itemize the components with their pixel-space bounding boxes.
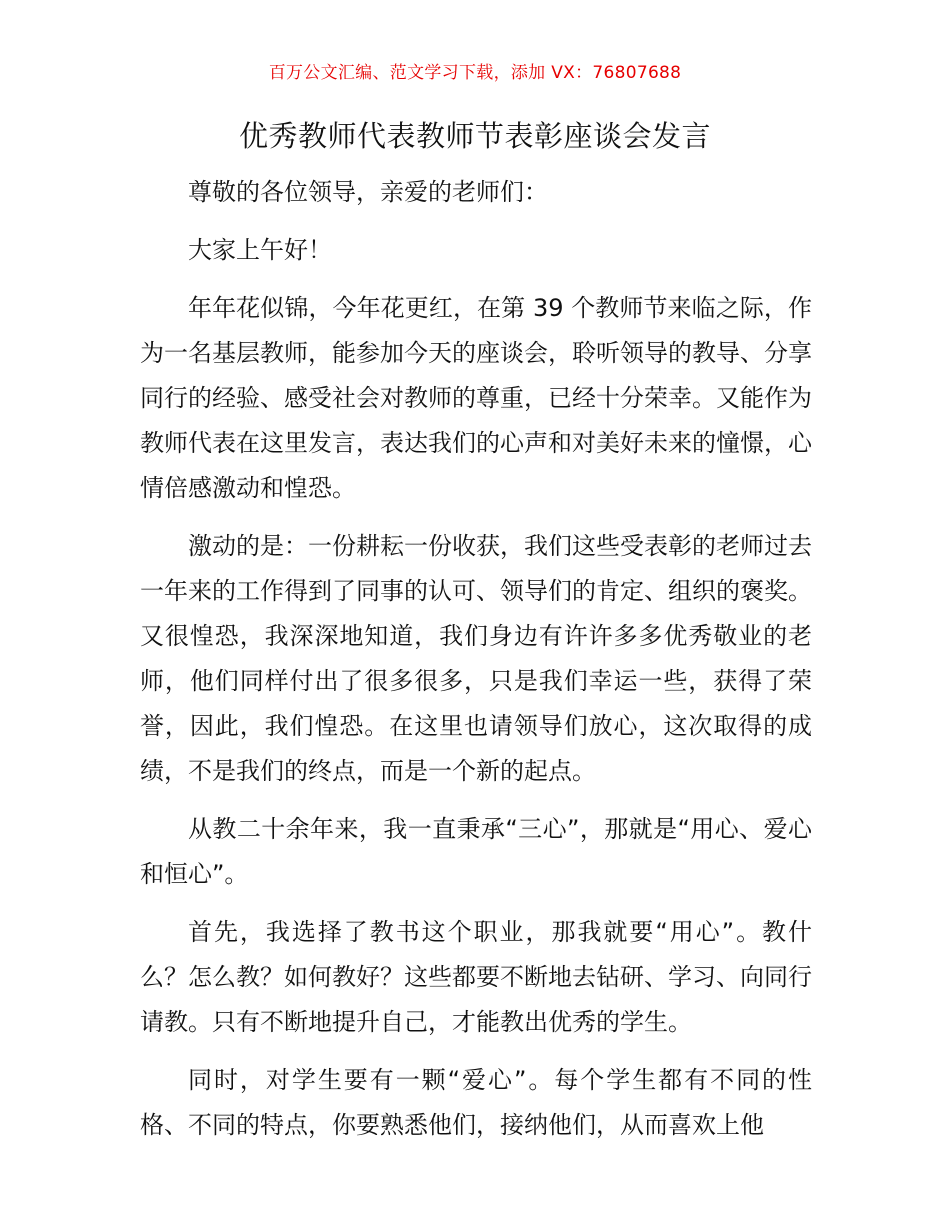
body-paragraph: 同时，对学生要有一颗“爱心”。每个学生都有不同的性格、不同的特点，你要熟悉他们，接纳他们，从而喜欢上他 <box>140 1066 812 1139</box>
header-watermark-note: 百万公文汇编、范文学习下载，添加 VX：76807688 <box>268 63 682 83</box>
body-paragraph: 从教二十余年来，我一直秉承“三心”，那就是“用心、爱心和恒心”。 <box>140 815 812 888</box>
document-title: 优秀教师代表教师节表彰座谈会发言 <box>238 119 711 153</box>
document-body <box>140 170 812 1161</box>
body-paragraph: 首先，我选择了教书这个职业，那我就要“用心”。教什么？怎么教？如何教好？这些都要不断地去钻研、学习、向同行请教。只有不断地提升自己，才能教出优秀的学生。 <box>140 918 812 1036</box>
body-paragraph: 激动的是：一份耕耘一份收获，我们这些受表彰的老师过去一年来的工作得到了同事的认可、领导们的肯定、组织的褒奖。又很惶恐，我深深地知道，我们身边有许许多多优秀敬业的老师，他们同样付出了很多很多，只是我们幸运一些，获得了荣誉，因此，我们惶恐。在这里也请领导们放心，这次取得的成绩，不是我们的终点，而是一个新的起点。 <box>140 532 812 785</box>
greeting-paragraph: 大家上午好！ <box>188 236 332 264</box>
body-paragraph: 年年花似锦，今年花更红，在第 39 个教师节来临之际，作为一名基层教师，能参加今天的座谈会，聆听领导的教导、分享同行的经验、感受社会对教师的尊重，已经十分荣幸。又能作为教师代表在这里发言，表达我们的心声和对美好未来的憧憬，心情倍感激动和惶恐。 <box>140 294 812 502</box>
salutation-paragraph: 尊敬的各位领导，亲爱的老师们： <box>188 178 548 206</box>
